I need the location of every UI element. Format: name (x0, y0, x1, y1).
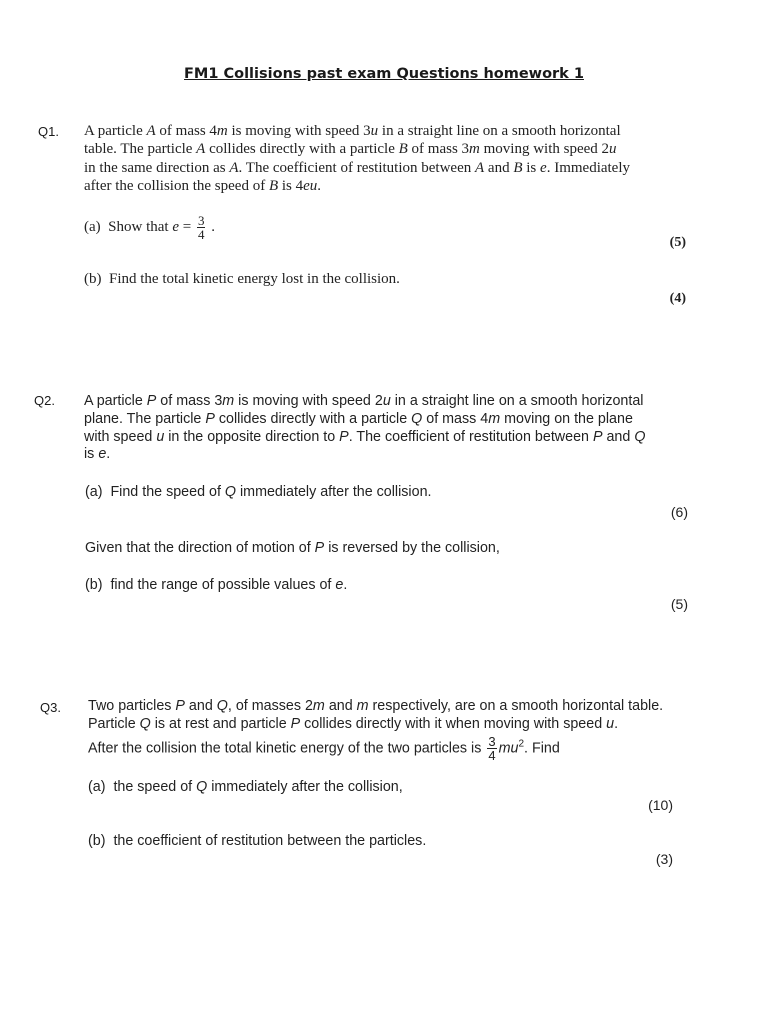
q3-stem (88, 698, 688, 734)
text-segment: . The coefficient of restitution between (348, 428, 593, 445)
math-variable: P (339, 428, 349, 445)
q1-a-end: . (207, 218, 215, 235)
text-segment: in a straight line on a smooth horizontal (378, 123, 621, 139)
math-variable: P (290, 715, 301, 732)
q2-a-marks: (6) (670, 504, 688, 520)
q1-stem (84, 122, 694, 195)
math-variable: P (146, 393, 157, 409)
q2-part-b (85, 577, 347, 595)
math-variable: P (592, 428, 603, 445)
q1-a-var: e (172, 218, 179, 235)
text-segment: moving on the plane (500, 410, 633, 427)
text-line (84, 411, 699, 429)
text-line (84, 122, 694, 140)
q3-ke-fraction (487, 735, 496, 762)
q2-number: Q2. (34, 393, 55, 408)
text-segment: in the opposite direction to (164, 428, 340, 445)
q1-a-eq: = (179, 218, 195, 235)
q3-b-text: the coefficient of restitution between the particles. (113, 833, 427, 849)
text-segment: of mass 4 (155, 123, 217, 139)
text-segment: A particle (84, 393, 147, 409)
math-variable: B (398, 141, 408, 158)
q1-number: Q1. (38, 124, 59, 139)
page-title: FM1 Collisions past exam Questions homework 1 (184, 66, 584, 82)
q3-a-text (113, 779, 402, 795)
text-segment: . Immediately (546, 159, 631, 176)
q2-given (85, 540, 500, 558)
q3-part-a (88, 779, 403, 797)
text-segment: table. The particle (84, 141, 197, 158)
text-segment: is moving with speed 2 (234, 393, 383, 409)
q1-a-numerator: 3 (197, 213, 205, 228)
math-variable: A (229, 159, 239, 176)
math-variable: m (356, 698, 369, 714)
math-variable: Q (139, 715, 151, 732)
math-variable: Q (224, 484, 237, 500)
q3-a-label: (a) (88, 779, 106, 795)
math-variable: P (175, 698, 185, 714)
text-segment: . (106, 446, 111, 463)
text-line (84, 159, 694, 177)
q2-b-marks: (5) (670, 596, 688, 612)
text-line (88, 716, 688, 734)
text-segment: A particle (84, 123, 147, 139)
math-variable: e (540, 159, 547, 176)
text-segment: the speed of (113, 779, 197, 795)
math-variable: Q (216, 698, 228, 714)
text-segment: collides directly with it when moving with speed (300, 715, 607, 732)
text-line (84, 140, 694, 158)
math-variable: u (370, 123, 379, 139)
math-variable: m (216, 123, 228, 139)
math-variable: e (98, 446, 107, 463)
text-segment: is moving with speed 3 (227, 123, 371, 139)
q1-b-label: (b) (84, 271, 102, 287)
q1-a-label: (a) (84, 218, 101, 235)
text-segment: is (522, 159, 541, 176)
text-segment: is (84, 446, 99, 463)
text-segment: with speed (84, 428, 157, 445)
q3-a-marks: (10) (648, 797, 673, 813)
q3-stem3-end: . Find (524, 740, 560, 757)
math-variable: Q (196, 779, 208, 795)
q3-number: Q3. (40, 700, 61, 715)
q1-part-b (84, 270, 400, 288)
text-line (84, 393, 699, 411)
text-segment: immediately after the collision, (207, 779, 403, 795)
text-segment: find the range of possible values of (110, 577, 336, 593)
q2-stem (84, 393, 699, 464)
math-variable: eu (303, 177, 318, 194)
q2-b-text (110, 577, 347, 593)
q3-stem-line3 (88, 735, 560, 762)
math-variable: m (222, 393, 235, 409)
text-segment: , of masses 2 (227, 698, 313, 714)
math-variable: u (606, 715, 615, 732)
math-variable: A (196, 141, 206, 158)
q3-ke-var: mu (498, 740, 519, 757)
text-segment: immediately after the collision. (236, 484, 432, 500)
text-line (84, 446, 699, 464)
math-variable: e (335, 577, 344, 593)
math-variable: Q (634, 428, 646, 445)
math-variable: A (146, 123, 156, 139)
math-variable: m (312, 698, 325, 714)
q3-b-marks: (3) (655, 851, 673, 867)
q2-a-text (110, 484, 431, 500)
text-segment: . The coefficient of restitution between (238, 159, 475, 176)
text-segment: plane. The particle (84, 410, 206, 427)
math-variable: A (475, 159, 485, 176)
q2-b-label: (b) (85, 577, 103, 593)
text-segment: . (343, 577, 348, 593)
q1-part-a (84, 214, 215, 241)
q3-stem3-start: After the collision the total kinetic energy of the two particles is (88, 740, 486, 757)
text-segment: is at rest and particle (150, 715, 291, 732)
text-segment: is 4 (278, 177, 304, 194)
math-variable: m (469, 141, 480, 158)
q3-ke-denominator: 4 (488, 748, 496, 763)
math-variable: u (382, 393, 391, 409)
text-segment: Find the speed of (110, 484, 225, 500)
math-variable: m (488, 410, 501, 427)
math-variable: B (268, 177, 279, 194)
math-variable: B (513, 159, 523, 176)
q1-b-marks: (4) (669, 291, 686, 306)
text-segment: of mass 3 (156, 393, 223, 409)
q1-a-text: Show that (108, 218, 173, 235)
math-variable: P (314, 540, 325, 556)
text-segment: respectively, are on a smooth horizontal table. (368, 698, 664, 714)
math-variable: u (156, 428, 165, 445)
q1-a-fraction (197, 214, 206, 241)
math-variable: P (205, 410, 215, 427)
math-variable: u (609, 141, 617, 158)
text-segment: of mass 4 (422, 410, 489, 427)
text-segment: is reversed by the collision, (324, 540, 500, 556)
q1-b-text: Find the total kinetic energy lost in the collision. (109, 271, 400, 287)
text-segment: in the same direction as (84, 159, 230, 176)
q3-ke-exponent: 2 (518, 738, 525, 750)
text-segment: collides directly with a particle (214, 410, 412, 427)
q3-b-label: (b) (88, 833, 106, 849)
text-segment: of mass 3 (407, 141, 470, 158)
q3-part-b (88, 833, 426, 851)
text-line (84, 429, 699, 447)
text-segment: Given that the direction of motion of (85, 540, 315, 556)
text-segment: and (184, 698, 217, 714)
text-segment: . (317, 177, 322, 194)
text-segment: and (602, 428, 635, 445)
text-line (88, 698, 688, 716)
text-segment: . (614, 715, 619, 732)
text-segment: moving with speed 2 (479, 141, 610, 158)
q1-a-denominator: 4 (197, 227, 205, 242)
q1-a-marks: (5) (669, 235, 686, 250)
text-segment: Two particles (88, 698, 176, 714)
text-segment: collides directly with a particle (205, 141, 399, 158)
text-segment: and (324, 698, 357, 714)
text-segment: Particle (88, 715, 140, 732)
math-variable: Q (411, 410, 423, 427)
text-line (84, 177, 694, 195)
text-segment: after the collision the speed of (84, 177, 269, 194)
q2-a-label: (a) (85, 484, 103, 500)
q3-ke-numerator: 3 (488, 734, 496, 749)
q2-part-a (85, 484, 432, 502)
text-segment: and (484, 159, 514, 176)
text-segment: in a straight line on a smooth horizontal (390, 393, 644, 409)
